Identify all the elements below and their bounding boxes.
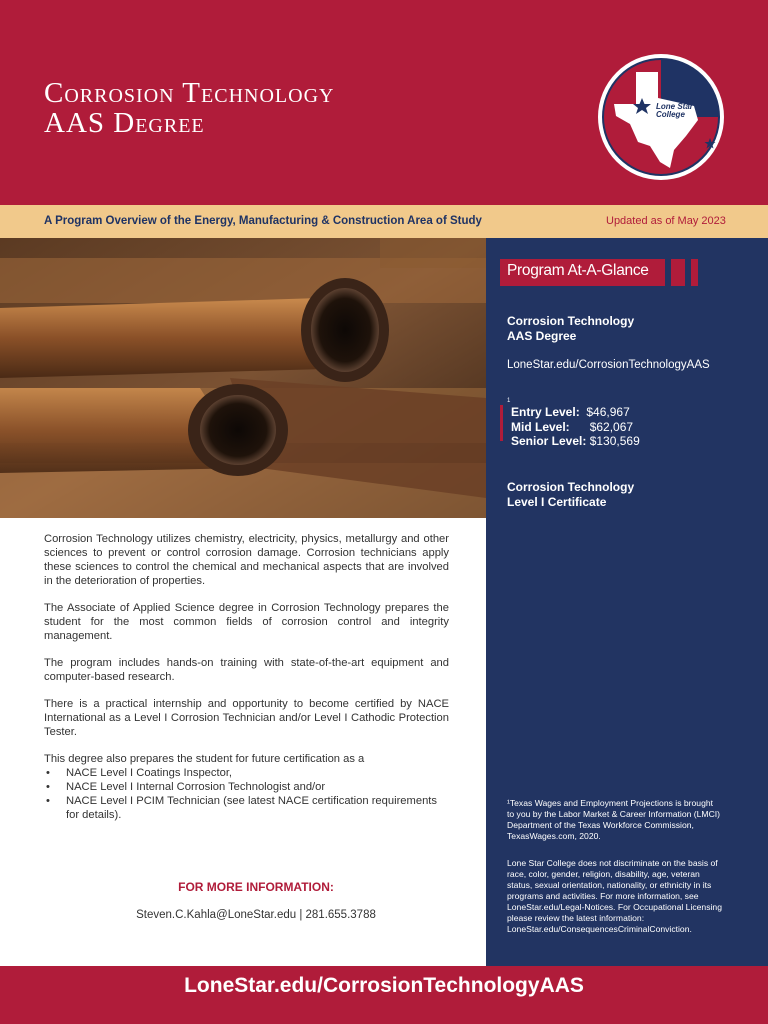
wage-value: $62,067	[589, 419, 634, 434]
program-at-a-glance-sidebar	[486, 238, 768, 966]
certification-list	[44, 766, 449, 822]
wage-label: Senior Level:	[511, 434, 587, 448]
degree-heading	[507, 314, 634, 344]
rusted-pipes-image	[0, 238, 486, 518]
wage-value: $130,569	[589, 434, 640, 448]
logo-wordmark	[656, 103, 718, 119]
program-subtitle: A Program Overview of the Energy, Manufacturing & Construction Area of Study	[44, 215, 482, 227]
degree-heading-line-2: AAS Degree	[507, 329, 577, 343]
title-line-2: AAS Degree	[44, 107, 205, 139]
footer-url[interactable]: LoneStar.edu/CorrosionTechnologyAAS	[184, 974, 584, 997]
bullet-marker: •	[46, 781, 50, 793]
list-item-text: NACE Level I Coatings Inspector,	[66, 767, 233, 779]
description-paragraph: Corrosion Technology utilizes chemistry, electricity, physics, metallurgy and other sciences to prevent or control corrosion damage. Corrosion technicians apply these sciences to control the chemical and mechanical aspects that are involved in the deterioration of properties.	[44, 533, 449, 587]
logo-text-line-2: College	[656, 110, 685, 119]
contact-info[interactable]: Steven.C.Kahla@LoneStar.edu | 281.655.3788	[136, 909, 376, 921]
list-item-text: NACE Level I Internal Corrosion Technologist and/or	[66, 781, 326, 793]
more-info-heading: FOR MORE INFORMATION:	[178, 880, 334, 894]
certification-intro: This degree also prepares the student for future certification as a	[44, 753, 365, 765]
glance-accent-bar-small	[691, 259, 698, 286]
certificate-heading-line-1: Corrosion Technology	[507, 480, 635, 494]
logo-text-line-1: Lone Star	[656, 102, 693, 111]
list-item	[44, 794, 449, 822]
glance-accent-bar	[671, 259, 685, 286]
wage-list	[511, 405, 640, 449]
wage-accent-mark	[500, 405, 503, 441]
bullet-marker: •	[46, 767, 50, 779]
bullet-marker: •	[46, 795, 50, 807]
certificate-heading-line-2: Level I Certificate	[507, 495, 607, 509]
list-item	[44, 766, 449, 780]
lone-star-college-logo	[598, 54, 724, 180]
wage-footnote-marker: 1	[507, 398, 511, 404]
glance-title: Program At-A-Glance	[507, 262, 649, 279]
description-paragraph: There is a practical internship and opportunity to become certified by NACE International as a Level I Corrosion Technician and/or Level I Cathodic Protection Tester.	[44, 698, 449, 738]
rusted-pipes-photo	[0, 238, 486, 518]
wage-label: Mid Level:	[511, 419, 570, 434]
page-title	[44, 78, 334, 138]
description-paragraph: The program includes hands-on training with state-of-the-art equipment and computer-based research.	[44, 657, 449, 683]
wage-mid	[511, 420, 640, 435]
list-item-text: NACE Level I PCIM Technician (see latest NACE certification requirements for details).	[66, 795, 437, 821]
degree-url[interactable]: LoneStar.edu/CorrosionTechnologyAAS	[507, 359, 710, 371]
wage-value: $46,967	[586, 405, 630, 419]
nondiscrimination-notice: Lone Star College does not discriminate on the basis of race, color, gender, religion, disability, age, veteran status, sexual orientation, nationality, or ethnicity in its programs and activities. For more information, see LoneStar.edu/Legal-Notices. For Occupational Licensing please review the latest information: LoneStar.edu/ConsequencesCriminalConviction.	[507, 858, 722, 934]
certificate-heading	[507, 480, 634, 510]
title-line-1: Corrosion Technology	[44, 77, 335, 109]
wage-label: Entry Level:	[511, 405, 580, 419]
list-item	[44, 780, 449, 794]
wage-entry	[511, 405, 640, 420]
description-paragraph: The Associate of Applied Science degree in Corrosion Technology prepares the student for the most common fields of corrosion control and integrity management.	[44, 602, 449, 642]
wage-senior	[511, 434, 640, 449]
updated-date: Updated as of May 2023	[606, 215, 726, 227]
program-description	[44, 532, 449, 822]
wage-footnote: ¹Texas Wages and Employment Projections is brought to you by the Labor Market & Career Information (LMCI) Department of the Texas Workforce Commission, TexasWages.com, 2020.	[507, 798, 721, 841]
degree-heading-line-1: Corrosion Technology	[507, 314, 635, 328]
